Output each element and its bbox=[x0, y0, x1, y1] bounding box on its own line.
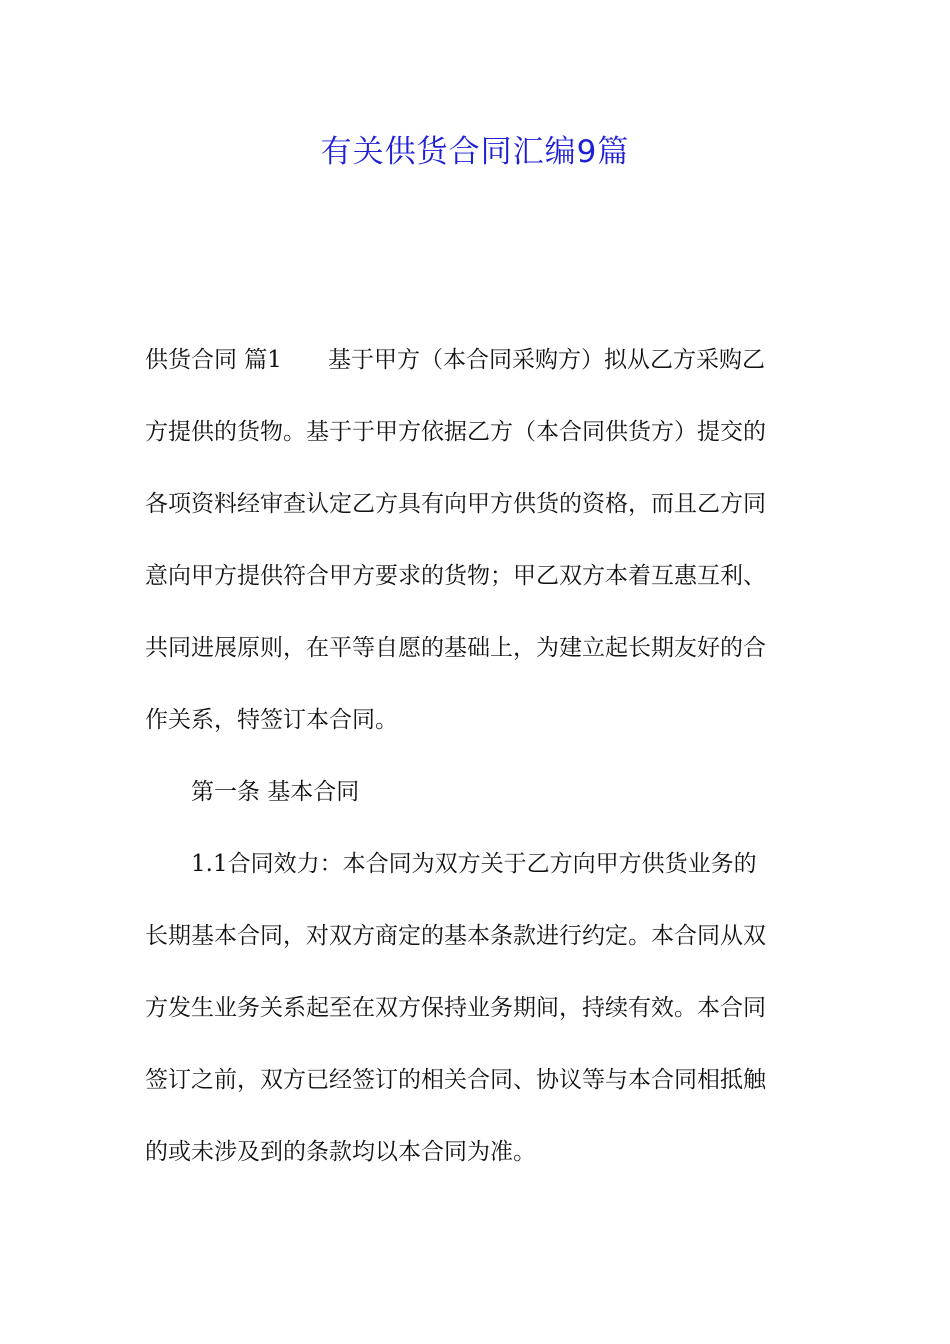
clause-line-5: 的或未涉及到的条款均以本合同为准。 bbox=[145, 1139, 536, 1165]
document-title: 有关供货合同汇编9篇 bbox=[320, 134, 630, 170]
clause-line-3: 方发生业务关系起至在双方保持业务期间，持续有效。本合同 bbox=[145, 995, 766, 1021]
document-body bbox=[145, 324, 813, 1188]
paragraph-line-4: 意向甲方提供符合甲方要求的货物；甲乙双方本着互惠互利、 bbox=[145, 563, 766, 589]
clause-line-1: 1.1合同效力：本合同为双方关于乙方向甲方供货业务的 bbox=[191, 851, 757, 877]
paragraph-line-3: 各项资料经审查认定乙方具有向甲方供货的资格，而且乙方同 bbox=[145, 491, 766, 517]
paragraph-line-6: 作关系，特签订本合同。 bbox=[145, 707, 398, 733]
paragraph-line-2: 方提供的货物。基于于甲方依据乙方（本合同供货方）提交的 bbox=[145, 419, 766, 445]
paragraph-line-5: 共同进展原则，在平等自愿的基础上，为建立起长期友好的合 bbox=[145, 635, 766, 661]
paragraph-line-1-continuation: 基于甲方（本合同采购方）拟从乙方采购乙 bbox=[327, 347, 765, 373]
clause-line-4: 签订之前，双方已经签订的相关合同、协议等与本合同相抵触 bbox=[145, 1067, 766, 1093]
article-heading: 第一条 基本合同 bbox=[191, 779, 360, 805]
section-heading-1: 供货合同 篇1 bbox=[145, 347, 282, 373]
paragraph-line-1 bbox=[145, 324, 813, 396]
clause-line-2: 长期基本合同，对双方商定的基本条款进行约定。本合同从双 bbox=[145, 923, 766, 949]
